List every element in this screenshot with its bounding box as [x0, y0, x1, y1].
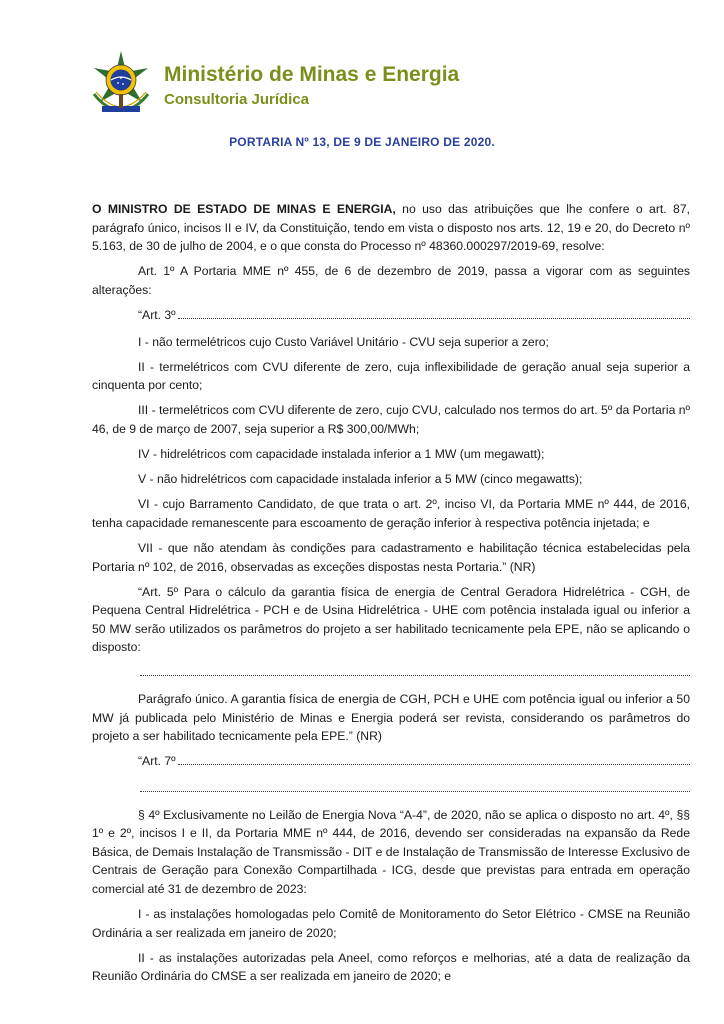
article-3-label: “Art. 3º: [138, 307, 176, 322]
preamble-rest: no uso das atribuições que lhe confere o art. 87, parágrafo único, incisos II e IV, da Constituição, tendo em vista o disposto nos arts. 12, 19 e 20, do Decreto nº 5.163, de 30 de julho de 2004, e o que consta do Processo nº 48360.000297/2019-69, resolve:: [92, 202, 690, 254]
inciso-2: II - termelétricos com CVU diferente de zero, cuja inflexibilidade de geração anual seja superior a cinquenta por cento;: [92, 359, 690, 393]
paragraph-4-item-1: I - as instalações homologadas pelo Comitê de Monitoramento do Setor Elétrico - CMSE na Reunião Ordinária a ser realizada em janeiro de 2020;: [92, 907, 690, 940]
paragraph-4-item-2: II - as instalações autorizadas pela Aneel, como reforços e melhorias, até a data de realização da Reunião Ordinária do CMSE a ser realizada em janeiro de 2020; e: [92, 950, 690, 984]
inciso-4: IV - hidrelétricos com capacidade instalada inferior a 1 MW (um megawatt);: [138, 447, 545, 462]
article-5: “Art. 5º Para o cálculo da garantia física de energia de Central Geradora Hidrelétrica - CGH, de Pequena Central Hidrelétrica - PCH e de Usina Hidrelétrica - UHE com potência instalada igual ou inferior a 50 MW serão utilizados os parâmetros do projeto a ser habilitado tecnicamente pela EPE, não se aplicando o disposto:: [92, 584, 690, 655]
article-3-dotline: [138, 306, 690, 325]
article-1: Art. 1º A Portaria MME nº 455, de 6 de dezembro de 2019, passa a vigorar com as seguintes alterações:: [92, 264, 690, 297]
paragraph-4: § 4º Exclusivamente no Leilão de Energia Nova “A-4”, de 2020, não se aplica o disposto no art. 4º, §§ 1º e 2º, incisos I e II, da Portaria MME nº 444, de 2016, devendo ser consideradas na expansão da Rede Básica, de Demais Instalação de Transmissão - DIT e de Instalação de Transmissão de Interesse Exclusivo de Centrais de Geração para Conexão Compartilhada - ICG, desde que previstas para entrada em operação comercial até 31 de dezembro de 2023:: [92, 807, 690, 896]
paragrafo-unico: Parágrafo único. A garantia física de energia de CGH, PCH e UHE com potência igual ou inferior a 50 MW já publicada pelo Ministério de Minas e Energia poderá ser revista, considerando os parâmetros do projeto a ser habilitado tecnicamente pela EPE.” (NR): [92, 692, 690, 744]
article-7-dotline: [138, 752, 690, 771]
ministry-name: Ministério de Minas e Energia: [164, 63, 460, 86]
document-title: PORTARIA Nº 13, DE 9 DE JANEIRO DE 2020.: [229, 135, 495, 149]
article-7-label: “Art. 7º: [138, 754, 176, 769]
dotted-separator: [138, 663, 690, 682]
dotted-separator: [138, 779, 690, 798]
inciso-1: I - não termelétricos cujo Custo Variável Unitário - CVU seja superior a zero;: [138, 334, 549, 349]
dotted-filler: [140, 663, 690, 676]
department-name: Consultoria Jurídica: [164, 91, 310, 108]
inciso-3: III - termelétricos com CVU diferente de zero, cujo CVU, calculado nos termos do art. 5º da Portaria nº 46, de 9 de março de 2007, seja superior a R$ 300,00/MWh;: [92, 403, 690, 436]
dotted-filler: [140, 779, 690, 792]
preamble: [92, 200, 690, 256]
dotted-filler: [178, 752, 690, 765]
brazil-coat-of-arms-icon: [88, 50, 154, 116]
document-header: [88, 50, 648, 130]
inciso-7: VII - que não atendam às condições para cadastramento e habilitação técnica estabelecidas pela Portaria nº 102, de 2016, observadas as exceções dispostas nesta Portaria.” (NR): [92, 540, 690, 574]
inciso-5: V - não hidrelétricos com capacidade instalada inferior a 5 MW (cinco megawatts);: [138, 472, 583, 487]
document-body: [92, 200, 690, 992]
preamble-bold: O MINISTRO DE ESTADO DE MINAS E ENERGIA,: [92, 202, 396, 216]
inciso-6: VI - cujo Barramento Candidato, de que trata o art. 2º, inciso VI, da Portaria MME nº 444, de 2016, tenha capacidade remanescente para escoamento de geração inferior à respectiva potência injetada; e: [92, 497, 690, 530]
dotted-filler: [178, 306, 690, 319]
